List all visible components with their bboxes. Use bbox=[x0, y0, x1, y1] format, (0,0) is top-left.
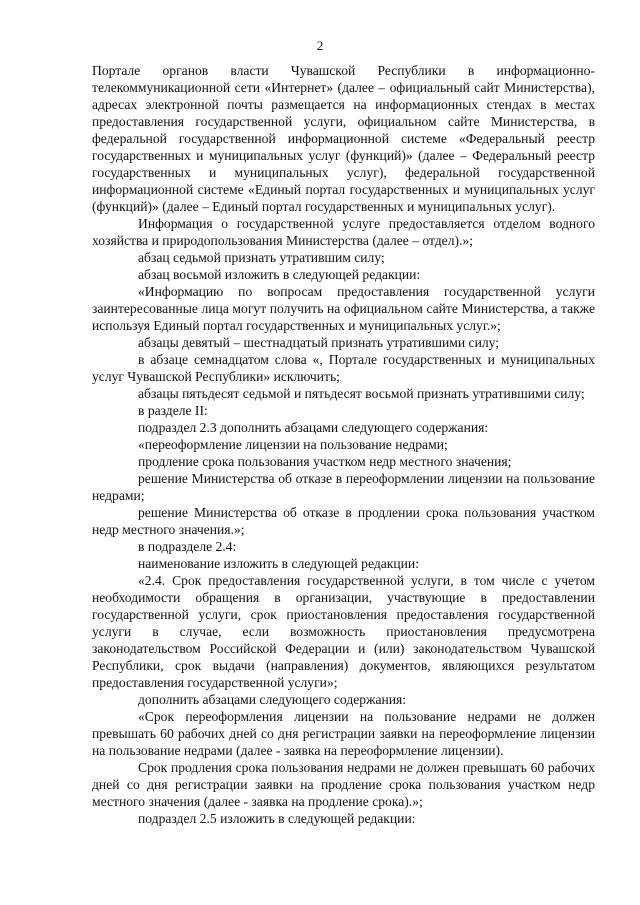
paragraph: в подразделе 2.4: bbox=[138, 539, 237, 554]
paragraph: решение Министерства об отказе в переоформлении лицензии на пользование недрами; bbox=[92, 471, 595, 503]
paragraph: абзац восьмой изложить в следующей редакции: bbox=[138, 267, 421, 282]
paragraph: Портале органов власти Чувашской Республики в информационно-телекоммуникационной сети «Интернет» (далее – официальный сайт Министерства), адресах электронной почты размещается на информационных стендах в местах предоставления государственной услуги, официальном сайте Министерства, в федеральной государственной информационной системе «Федеральный реестр государственных и муниципальных услуг (функций)» (далее – Федеральный реестр государственных и муниципальных услуг), федеральной государственной информационной системе «Единый портал государственных и муниципальных услуг (функций)» (далее – Единый портал государственных и муниципальных услуг). bbox=[92, 63, 595, 214]
paragraph: абзацы девятый – шестнадцатый признать утратившими силу; bbox=[138, 335, 500, 350]
paragraph: Информация о государственной услуге предоставляется отделом водного хозяйства и природопользования Министерства (далее – отдел).»; bbox=[92, 216, 595, 248]
paragraph: Срок продления срока пользования недрами не должен превышать 60 рабочих дней со дня регистрации заявки на продление срока пользования участком недр местного значения (далее - заявка на продление срока).»; bbox=[92, 760, 595, 809]
paragraph: в разделе II: bbox=[138, 403, 208, 418]
paragraph: подраздел 2.3 дополнить абзацами следующего содержания: bbox=[138, 420, 489, 435]
paragraph: в абзаце семнадцатом слова «, Портале государственных и муниципальных услуг Чувашской Республики» исключить; bbox=[92, 352, 595, 384]
paragraph: «переоформление лицензии на пользование недрами; bbox=[138, 437, 448, 452]
paragraph: продление срока пользования участком недр местного значения; bbox=[138, 454, 512, 469]
paragraph: подраздел 2.5 изложить в следующей редакции: bbox=[138, 811, 416, 826]
paragraph: решение Министерства об отказе в продлении срока пользования участком недр местного значения.»; bbox=[92, 505, 595, 537]
paragraph: абзацы пятьдесят седьмой и пятьдесят восьмой признать утратившими силу; bbox=[138, 386, 585, 401]
paragraph: наименование изложить в следующей редакции: bbox=[138, 556, 419, 571]
paragraph: «Информацию по вопросам предоставления государственной услуги заинтересованные лица могут получить на официальном сайте Министерства, а также используя Единый портал государственных и муниципальных услуг.»; bbox=[92, 284, 595, 333]
paragraph: абзац седьмой признать утратившим силу; bbox=[138, 250, 385, 265]
paragraph: «2.4. Срок предоставления государственной услуги, в том числе с учетом необходимости обращения в организации, участвующие в предоставлении государственной услуги, срок приостановления предоставления государственной услуги в случае, если возможность приостановления предусмотрена законодательством Российской Федерации и (или) законодательством Чувашской Республики, срок выдачи (направления) документов, являющихся результатом предоставления государственной услуги»; bbox=[92, 573, 595, 690]
page-number: 2 bbox=[316, 38, 324, 53]
paragraph: дополнить абзацами следующего содержания: bbox=[138, 692, 407, 707]
document-body bbox=[92, 62, 595, 827]
paragraph: «Срок переоформления лицензии на пользование недрами не должен превышать 60 рабочих дней со дня регистрации заявки на переоформление лицензии на пользование недрами (далее - заявка на переоформление лицензии). bbox=[92, 709, 595, 758]
